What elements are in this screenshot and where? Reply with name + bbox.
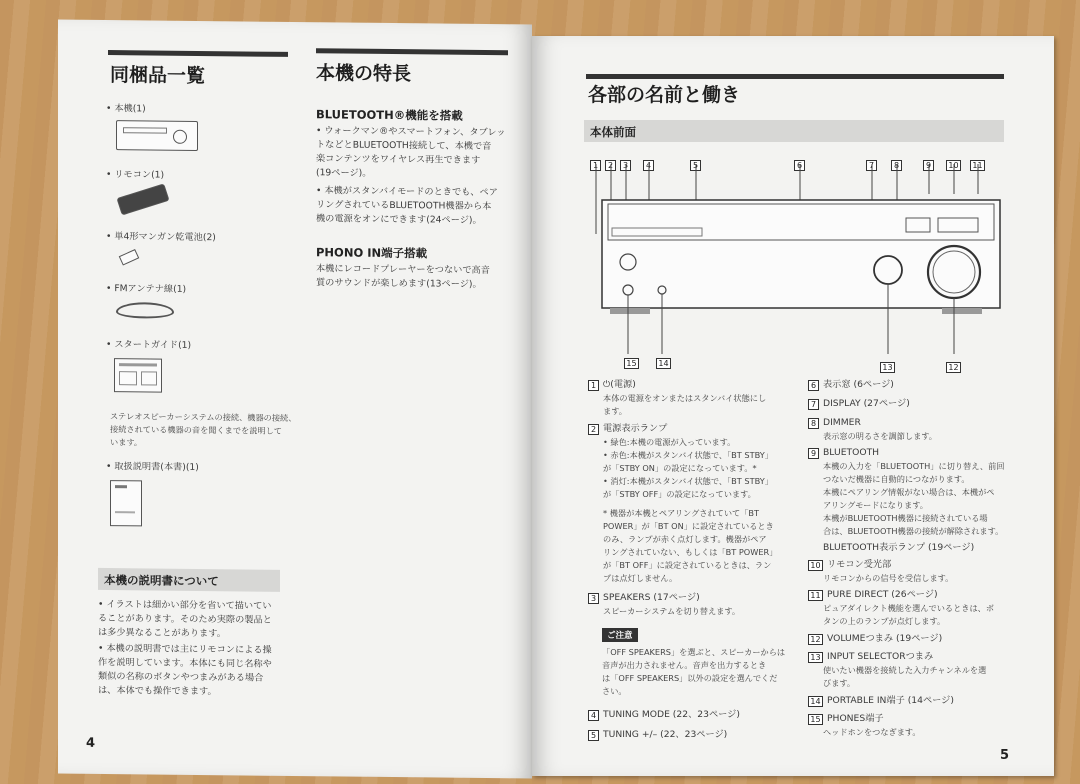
bt-bullet-2-line-3: 機の電源をオンにできます(24ページ)。: [316, 213, 482, 226]
caution-line-1: 「OFF SPEAKERS」を選ぶと、スピーカーからは: [602, 647, 786, 657]
desc-num-2: 2: [588, 424, 599, 435]
start-guide-desc-1: ステレオスピーカーシステムの接続、機器の接続、: [110, 411, 297, 424]
desc-15-line-1: ヘッドホンをつなぎます。: [823, 727, 921, 737]
phono-line-2: 質のサウンドが楽しめます(13ページ)。: [316, 277, 482, 290]
desc-num-13: 13: [808, 652, 823, 663]
section-bar: [584, 120, 1004, 142]
caution-text: [602, 646, 785, 698]
desc-3-line-1: スピーカーシステムを切り替えます。: [603, 606, 741, 616]
antenna-illustration: [116, 302, 174, 319]
desc-1-line-2: ます。: [603, 406, 627, 416]
desc-num-10: 10: [808, 560, 823, 571]
desc-10-line-1: リモコンからの信号を受信します。: [823, 573, 954, 583]
desc-9-line-2: つないだ機器に自動的につながります。: [823, 474, 970, 484]
desc-num-15: 15: [808, 714, 823, 725]
desc-13-line-1: 使いたい機器を接続した入力チャンネルを選: [823, 665, 987, 675]
parts-title: 各部の名前と働き: [588, 84, 741, 106]
receiver-illustration: [116, 120, 198, 151]
callout-9: 9: [923, 160, 934, 171]
contents-title: 同梱品一覧: [110, 64, 206, 88]
caution-line-2: 音声が出力されません。音声を出力するとき: [602, 660, 767, 670]
desc-title-2: 電源表示ランプ: [603, 423, 668, 434]
callout-5: 5: [690, 160, 701, 171]
front-panel-diagram: [592, 164, 1012, 354]
desc-8-line-1: 表示窓の明るさを調節します。: [823, 431, 937, 441]
footnote-line-6: プは点灯しません。: [603, 573, 678, 583]
bt-bullet-1-line-4: (19ページ)。: [316, 167, 372, 179]
desc-num-6: 6: [808, 380, 819, 391]
desc-9-line-1: 本機の入力を「BLUETOOTH」に切り替え、前回: [823, 461, 1005, 471]
start-guide-desc-2: 接続されている機器の音を聞くまでを説明して: [110, 424, 282, 436]
item-remote: • リモコン(1): [106, 169, 165, 181]
bt-bullet-1-line-1: • ウォークマン®やスマートフォン、タブレッ: [316, 125, 506, 139]
desc-11-line-2: タンの上のランプが点灯します。: [823, 616, 946, 626]
bt-bullet-1-line-2: トなどとBLUETOOTH接続して、本機で音: [316, 139, 492, 153]
desc-9-line-6: 合は、BLUETOOTH機器の接続が解除されます。: [823, 526, 1004, 536]
desc-num-14: 14: [808, 696, 823, 707]
desc-11-line-1: ピュアダイレクト機能を選んでいるときは、ボ: [823, 603, 995, 613]
desc-2-line-1: • 緑色:本機の電源が入っています。: [603, 437, 736, 447]
desc-title-14: PORTABLE IN端子 (14ページ): [827, 695, 954, 706]
start-guide-desc-3: います。: [110, 437, 143, 448]
bt-heading: BLUETOOTH®機能を搭載: [316, 107, 463, 123]
desc-title-8: DIMMER: [823, 417, 861, 428]
desc-num-9: 9: [808, 448, 819, 459]
desc-num-7: 7: [808, 399, 819, 410]
callout-2: 2: [605, 160, 616, 171]
desc-9-line-5: 本機がBLUETOOTH機器に接続されている場: [823, 513, 988, 523]
manual-illustration: [110, 480, 142, 526]
bt-bullet-1-line-3: 楽コンテンツをワイヤレス再生できます: [316, 153, 481, 166]
desc-num-12: 12: [808, 634, 823, 645]
desc-title-12: VOLUMEつまみ (19ページ): [827, 633, 943, 644]
left-page: [58, 20, 532, 779]
bt-bullet-2-line-1: • 本機がスタンバイモードのときでも、ペア: [316, 185, 498, 199]
footnote-line-3: のみ、ランプが赤く点灯します。機器がペア: [603, 534, 767, 544]
manual-bullet-1-line-2: ることがあります。そのため実際の製品と: [98, 612, 272, 626]
manual-bullet-2-line-2: 作を説明しています。本体にも同じ名称や: [98, 656, 272, 670]
features-rule: [316, 48, 508, 55]
desc-title-5: TUNING +/– (22、23ページ): [603, 729, 728, 740]
callout-11: 11: [970, 160, 985, 171]
footnote-line-5: が「BT OFF」に設定されているときは、ラン: [603, 560, 772, 570]
desc-title-7: DISPLAY (27ページ): [823, 398, 910, 409]
description-column-2: [808, 378, 1008, 739]
section-title: 本体前面: [590, 125, 636, 139]
title-rule: [108, 50, 288, 57]
desc-title-4: TUNING MODE (22、23ページ): [603, 709, 740, 720]
bt-lamp-title: BLUETOOTH表示ランプ (19ページ): [823, 542, 975, 553]
desc-9-line-4: アリングモードになります。: [823, 500, 928, 510]
callout-1: 1: [590, 160, 601, 171]
desc-title-3: SPEAKERS (17ページ): [603, 592, 700, 603]
desc-13-line-2: びます。: [823, 678, 856, 688]
desc-num-5: 5: [588, 730, 599, 741]
desc-2-line-4: • 消灯:本機がスタンバイ状態で、「BT STBY」: [603, 476, 773, 486]
desc-num-1: 1: [588, 380, 599, 391]
footnote-line-1: * 機器が本機とペアリングされていて「BT: [603, 508, 760, 518]
battery-illustration: [119, 249, 140, 266]
footnote-line-4: リングされていない、もしくは「BT POWER」: [603, 547, 778, 557]
manual-bullet-2-line-1: • 本機の説明書では主にリモコンによる操: [98, 642, 272, 656]
desc-title-15: PHONES端子: [827, 713, 884, 724]
desc-num-11: 11: [808, 590, 823, 601]
remote-illustration: [116, 183, 169, 215]
desc-title-6: 表示窓 (6ページ): [823, 379, 894, 390]
callout-6: 6: [794, 160, 805, 171]
desc-title-9: BLUETOOTH: [823, 447, 880, 458]
desc-2-line-2: • 赤色:本機がスタンバイ状態で、「BT STBY」: [603, 450, 773, 460]
desc-title-11: PURE DIRECT (26ページ): [827, 589, 938, 600]
item-batteries: • 単4形マンガン乾電池(2): [106, 231, 216, 244]
desc-num-3: 3: [588, 593, 599, 604]
start-guide-illustration: [114, 358, 162, 393]
item-fm-antenna: • FMアンテナ線(1): [106, 283, 187, 295]
phono-line-1: 本機にレコードプレーヤーをつないで高音: [316, 263, 490, 277]
manual-title: 本機の説明書について: [104, 572, 219, 589]
bt-bullet-2-line-2: リングされているBLUETOOTH機器から本: [316, 199, 492, 213]
desc-1-line-1: 本体の電源をオンまたはスタンバイ状態にし: [603, 393, 767, 403]
right-page: [532, 36, 1054, 776]
desc-title-10: リモコン受光部: [827, 559, 892, 570]
right-title-rule: [586, 74, 1004, 79]
desc-title-13: INPUT SELECTORつまみ: [827, 651, 934, 662]
description-column-1: [588, 378, 798, 618]
desc-num-8: 8: [808, 418, 819, 429]
desc-2-line-5: が「STBY OFF」の設定になっています。: [603, 489, 756, 499]
phono-heading: PHONO IN端子搭載: [316, 245, 428, 261]
manual-bullet-1-line-1: • イラストは細かい部分を省いて描いてい: [98, 598, 272, 612]
manual-bullet-2-line-3: 類似の名称のボタンやつまみがある場合: [98, 670, 264, 684]
manual-bullet-2-line-4: は、本体でも操作できます。: [98, 684, 217, 698]
callout-15: 15: [624, 358, 639, 369]
page-number-left: 4: [86, 735, 96, 751]
manual-bullet-1-line-3: は多少異なることがあります。: [98, 626, 226, 640]
caution-label: ご注意: [602, 628, 638, 642]
page-number-right: 5: [1000, 748, 1010, 763]
callout-3: 3: [620, 160, 631, 171]
desc-2-line-3: が「STBY ON」の設定になっています。*: [603, 463, 757, 473]
callout-10: 10: [946, 160, 961, 171]
callout-12: 12: [946, 362, 961, 373]
desc-num-4: 4: [588, 710, 599, 721]
callout-4: 4: [643, 160, 654, 171]
item-start-guide: • スタートガイド(1): [106, 339, 192, 351]
callout-13: 13: [880, 362, 895, 373]
desc-9-line-3: 本機にペアリング情報がない場合は、本機がペ: [823, 487, 995, 497]
item-receiver: • 本機(1): [106, 103, 146, 115]
callout-14: 14: [656, 358, 671, 369]
callout-7: 7: [866, 160, 877, 171]
caution-line-3: は「OFF SPEAKERS」以外の設定を選んでくだ: [602, 673, 778, 683]
features-title: 本機の特長: [316, 62, 412, 86]
caution-line-4: さい。: [602, 686, 627, 696]
footnote-line-2: POWER」が「BT ON」に設定されているとき: [603, 521, 774, 531]
desc-title-1: ⏻(電源): [603, 379, 636, 390]
callout-8: 8: [891, 160, 902, 171]
item-manual: • 取扱説明書(本書)(1): [106, 461, 199, 473]
